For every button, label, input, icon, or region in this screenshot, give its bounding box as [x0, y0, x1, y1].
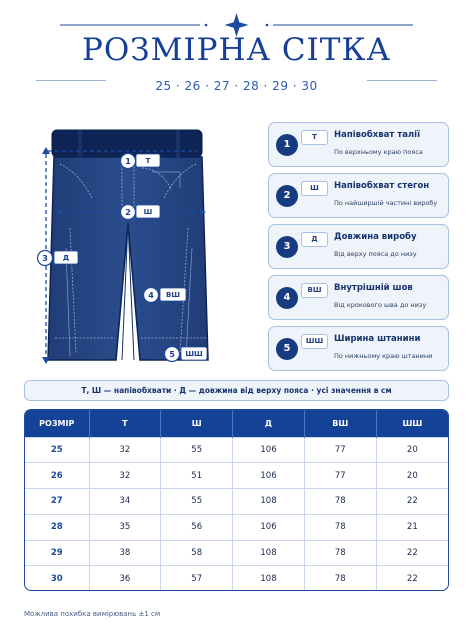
footnote: Можлива похибка вимірювань ±1 см	[24, 610, 161, 618]
abbr-tag: Д	[301, 232, 328, 247]
abbr-tag: Т	[301, 130, 328, 145]
step-number: 2	[276, 185, 298, 207]
step-number: 1	[276, 134, 298, 156]
abbr-tag: ШШ	[301, 334, 328, 349]
col-header-size: РОЗМІР	[25, 410, 89, 437]
table-cell: 78	[304, 489, 376, 515]
table-cell: 32	[89, 437, 161, 463]
measurement-card-inseam	[268, 275, 449, 320]
table-cell: 78	[304, 514, 376, 540]
table-cell: 108	[233, 566, 305, 591]
svg-text:1: 1	[125, 157, 131, 166]
table-cell: 106	[233, 437, 305, 463]
size-cell: 27	[25, 489, 89, 515]
size-table	[24, 409, 449, 591]
table-cell: 51	[161, 463, 233, 489]
legend-bar: Т, Ш — напівобхвати · Д — довжина від верху пояса · усі значення в см	[24, 380, 449, 401]
svg-text:Т: Т	[145, 157, 151, 165]
svg-text:5: 5	[169, 350, 175, 359]
size-cell: 26	[25, 463, 89, 489]
size-cell: 30	[25, 566, 89, 591]
table-cell: 108	[233, 489, 305, 515]
table-cell: 106	[233, 514, 305, 540]
table-cell: 22	[376, 566, 448, 591]
table-row	[25, 566, 448, 591]
table-cell: 57	[161, 566, 233, 591]
svg-text:2: 2	[125, 208, 131, 217]
svg-text:4: 4	[148, 291, 154, 300]
measurement-desc: Від верху пояса до низу	[334, 250, 417, 258]
table-cell: 55	[161, 437, 233, 463]
step-number: 5	[276, 338, 298, 360]
svg-text:3: 3	[42, 254, 48, 263]
table-cell: 32	[89, 463, 161, 489]
measurement-desc: По нижньому краю штанини	[334, 352, 433, 360]
measurement-desc: По верхньому краю пояса	[334, 148, 423, 156]
col-header-waist: Т	[89, 410, 161, 437]
table-cell: 20	[376, 463, 448, 489]
table-cell: 106	[233, 463, 305, 489]
table-cell: 36	[89, 566, 161, 591]
table-cell: 34	[89, 489, 161, 515]
table-cell: 22	[376, 540, 448, 566]
diagram-tag-2	[121, 205, 161, 220]
diagram-tag-3	[38, 251, 79, 266]
step-number: 3	[276, 236, 298, 258]
step-number: 4	[276, 287, 298, 309]
measurement-name: Внутрішній шов	[334, 283, 413, 293]
page-title: РОЗМІРНА СІТКА	[82, 32, 391, 68]
size-range: 25 · 26 · 27 · 28 · 29 · 30	[155, 79, 318, 93]
measurement-desc: Від крокового шва до низу	[334, 301, 427, 309]
table-cell: 78	[304, 540, 376, 566]
table-cell: 35	[89, 514, 161, 540]
col-header-leg-width: ШШ	[376, 410, 448, 437]
svg-text:Ш: Ш	[143, 208, 153, 216]
table-cell: 56	[161, 514, 233, 540]
measurement-name: Ширина штанини	[334, 334, 421, 344]
table-row	[25, 540, 448, 566]
measurement-name: Напівобхват стегон	[334, 181, 430, 191]
table-cell: 55	[161, 489, 233, 515]
size-cell: 29	[25, 540, 89, 566]
table-cell: 77	[304, 437, 376, 463]
diagram-tag-5	[165, 347, 208, 362]
table-cell: 77	[304, 463, 376, 489]
measurement-card-waist	[268, 122, 449, 167]
abbr-tag: ВШ	[301, 283, 328, 298]
col-header-inseam: ВШ	[304, 410, 376, 437]
measurement-card-length	[268, 224, 449, 269]
diagram-tag-4	[144, 288, 187, 303]
diagram-tag-1	[121, 154, 161, 169]
table-cell: 58	[161, 540, 233, 566]
measurement-name: Напівобхват талії	[334, 130, 420, 140]
table-cell: 22	[376, 489, 448, 515]
table-cell: 38	[89, 540, 161, 566]
table-row	[25, 437, 448, 463]
size-cell: 25	[25, 437, 89, 463]
table-row	[25, 489, 448, 515]
col-header-length: Д	[233, 410, 305, 437]
jeans-diagram	[30, 128, 230, 368]
col-header-hips: Ш	[161, 410, 233, 437]
measurement-name: Довжина виробу	[334, 232, 417, 242]
svg-text:ВШ: ВШ	[166, 291, 180, 299]
svg-text:Д: Д	[62, 254, 70, 262]
table-row	[25, 463, 448, 489]
table-header-row	[25, 410, 448, 437]
size-cell: 28	[25, 514, 89, 540]
table-row	[25, 514, 448, 540]
table-cell: 108	[233, 540, 305, 566]
table-cell: 20	[376, 437, 448, 463]
table-cell: 21	[376, 514, 448, 540]
table-cell: 78	[304, 566, 376, 591]
measurement-card-leg-width	[268, 326, 449, 371]
measurement-desc: По найширшій частині виробу	[334, 199, 438, 207]
svg-text:ШШ: ШШ	[185, 350, 203, 358]
abbr-tag: Ш	[301, 181, 328, 196]
measurement-card-hips	[268, 173, 449, 218]
